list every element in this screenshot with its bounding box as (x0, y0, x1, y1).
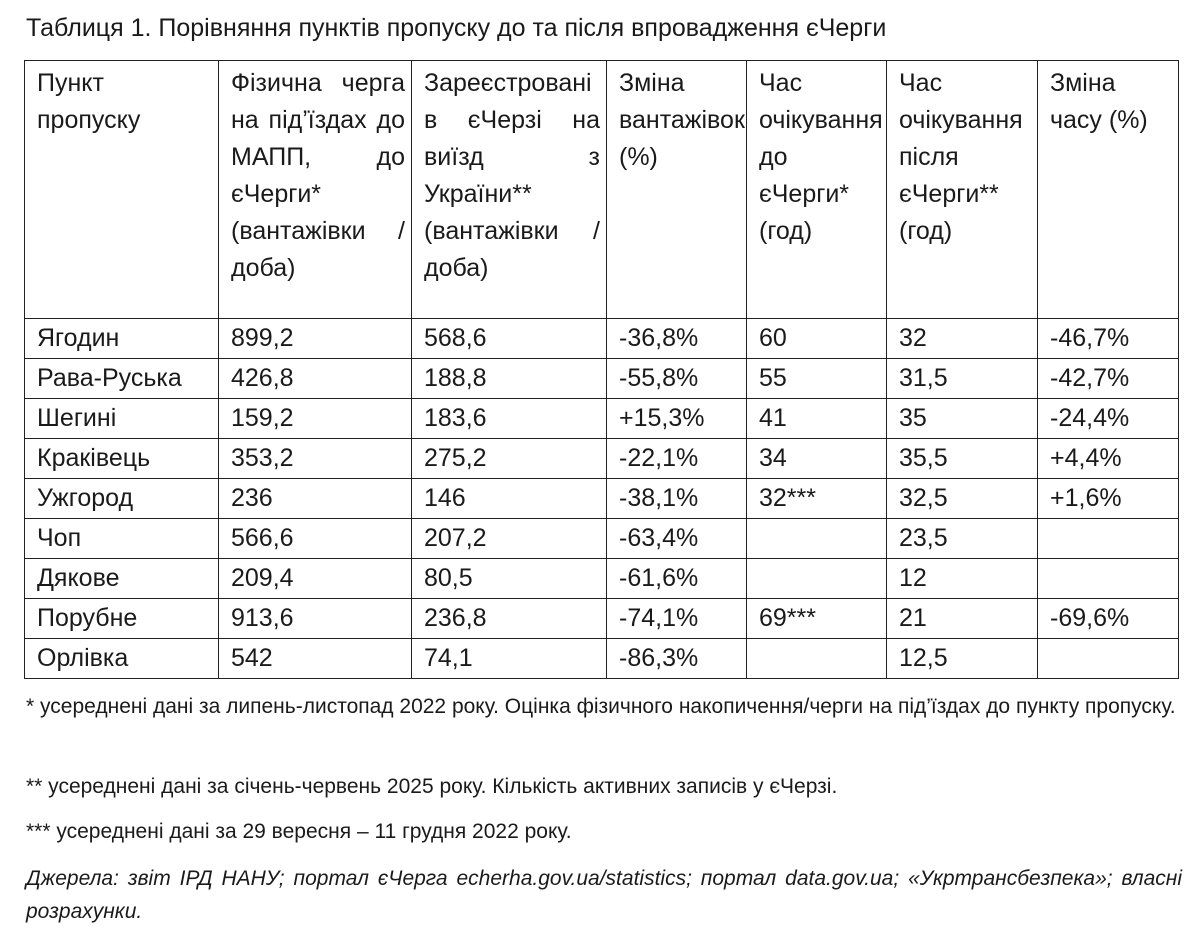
cell-time-change: -69,6% (1038, 599, 1179, 639)
cell-time-change (1038, 519, 1179, 559)
cell-time-change: -46,7% (1038, 319, 1179, 359)
cell-wait-after: 12,5 (887, 639, 1038, 679)
cell-physical-queue: 426,8 (219, 359, 412, 399)
cell-wait-before (747, 559, 887, 599)
cell-time-change (1038, 559, 1179, 599)
cell-truck-change: -38,1% (607, 479, 747, 519)
header-wait-after: Час очікування після єЧерги** (год) (887, 61, 1038, 319)
table-row (25, 319, 1179, 359)
header-truck-change: Зміна вантажівок (%) (607, 61, 747, 319)
cell-truck-change: +15,3% (607, 399, 747, 439)
cell-wait-before: 32*** (747, 479, 887, 519)
cell-truck-change: -86,3% (607, 639, 747, 679)
cell-time-change: -42,7% (1038, 359, 1179, 399)
cell-time-change: -24,4% (1038, 399, 1179, 439)
header-physical-queue: Фізична черга на під’їздах до МАПП, до єЧерги* (вантажівки /доба) (219, 61, 412, 319)
header-checkpoint: Пункт пропуску (25, 61, 219, 319)
cell-checkpoint: Дякове (25, 559, 219, 599)
cell-truck-change: -36,8% (607, 319, 747, 359)
cell-registered: 568,6 (412, 319, 607, 359)
cell-truck-change: -63,4% (607, 519, 747, 559)
cell-registered: 188,8 (412, 359, 607, 399)
cell-registered: 74,1 (412, 639, 607, 679)
cell-registered: 80,5 (412, 559, 607, 599)
cell-checkpoint: Чоп (25, 519, 219, 559)
cell-wait-before: 34 (747, 439, 887, 479)
cell-wait-before: 41 (747, 399, 887, 439)
cell-checkpoint: Порубне (25, 599, 219, 639)
cell-physical-queue: 236 (219, 479, 412, 519)
cell-checkpoint: Ягодин (25, 319, 219, 359)
cell-checkpoint: Ужгород (25, 479, 219, 519)
cell-physical-queue: 899,2 (219, 319, 412, 359)
cell-checkpoint: Рава-Руська (25, 359, 219, 399)
cell-registered: 146 (412, 479, 607, 519)
footnote-double-asterisk: ** усереднені дані за січень-червень 2025 року. Кількість активних записів у єЧерзі. (26, 775, 838, 798)
cell-wait-after: 35 (887, 399, 1038, 439)
table-row (25, 399, 1179, 439)
table-row (25, 559, 1179, 599)
cell-physical-queue: 159,2 (219, 399, 412, 439)
cell-physical-queue: 353,2 (219, 439, 412, 479)
cell-truck-change: -61,6% (607, 559, 747, 599)
table-row (25, 439, 1179, 479)
cell-physical-queue: 209,4 (219, 559, 412, 599)
cell-physical-queue: 566,6 (219, 519, 412, 559)
cell-wait-before: 60 (747, 319, 887, 359)
sources-note: Джерела: звіт ІРД НАНУ; портал єЧерга echerha.gov.ua/statistics; портал data.gov.ua; «Укртрансбезпека»; власні розрахунки. (26, 867, 1182, 923)
table-title: Таблиця 1. Порівняння пунктів пропуску до та після впровадження єЧерги (26, 14, 887, 42)
cell-registered: 183,6 (412, 399, 607, 439)
table-row (25, 479, 1179, 519)
footnote-single-asterisk: * усереднені дані за липень-листопад 2022 року. Оцінка фізичного накопичення/черги на під’їздах до пункту пропуску. (26, 695, 1176, 718)
table-row (25, 599, 1179, 639)
cell-truck-change: -74,1% (607, 599, 747, 639)
table-row (25, 519, 1179, 559)
cell-wait-before (747, 519, 887, 559)
cell-wait-after: 35,5 (887, 439, 1038, 479)
cell-wait-before: 55 (747, 359, 887, 399)
cell-wait-before: 69*** (747, 599, 887, 639)
header-wait-before: Час очікування до єЧерги* (год) (747, 61, 887, 319)
cell-checkpoint: Шегині (25, 399, 219, 439)
table-row (25, 359, 1179, 399)
cell-wait-after: 23,5 (887, 519, 1038, 559)
cell-time-change: +4,4% (1038, 439, 1179, 479)
table-row (25, 639, 1179, 679)
footnote-triple-asterisk: *** усереднені дані за 29 вересня – 11 грудня 2022 року. (26, 820, 572, 843)
header-time-change: Зміна часу (%) (1038, 61, 1179, 319)
cell-registered: 275,2 (412, 439, 607, 479)
cell-wait-after: 21 (887, 599, 1038, 639)
cell-physical-queue: 542 (219, 639, 412, 679)
cell-truck-change: -22,1% (607, 439, 747, 479)
cell-time-change: +1,6% (1038, 479, 1179, 519)
table-header-row (25, 61, 1179, 319)
cell-checkpoint: Орлівка (25, 639, 219, 679)
checkpoint-comparison-table (24, 60, 1179, 679)
cell-wait-before (747, 639, 887, 679)
cell-wait-after: 32,5 (887, 479, 1038, 519)
cell-truck-change: -55,8% (607, 359, 747, 399)
cell-registered: 236,8 (412, 599, 607, 639)
cell-wait-after: 12 (887, 559, 1038, 599)
cell-checkpoint: Краківець (25, 439, 219, 479)
cell-wait-after: 31,5 (887, 359, 1038, 399)
cell-wait-after: 32 (887, 319, 1038, 359)
header-registered-equeue: Зареєстровані в єЧерзі на виїзд з України** (вантажівки /доба) (412, 61, 607, 319)
cell-physical-queue: 913,6 (219, 599, 412, 639)
cell-time-change (1038, 639, 1179, 679)
cell-registered: 207,2 (412, 519, 607, 559)
